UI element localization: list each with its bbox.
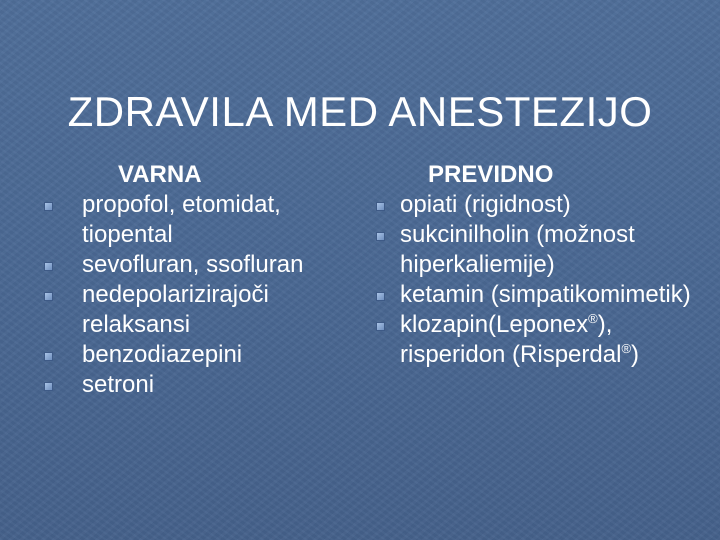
left-list bbox=[38, 190, 338, 400]
list-item bbox=[38, 280, 338, 340]
list-item bbox=[38, 190, 338, 250]
slide-title: ZDRAVILA MED ANESTEZIJO bbox=[67, 88, 653, 136]
square-bullet-icon bbox=[44, 382, 53, 391]
list-item-text: benzodiazepini bbox=[82, 341, 243, 368]
right-column-heading: PREVIDNO bbox=[428, 161, 554, 188]
list-item bbox=[370, 280, 710, 310]
left-column-heading: VARNA bbox=[118, 161, 202, 188]
registered-mark: ® bbox=[588, 311, 598, 326]
list-item-text: klozapin(Leponex®), risperidon (Risperdal®) bbox=[400, 311, 640, 368]
square-bullet-icon bbox=[376, 322, 385, 331]
square-bullet-icon bbox=[376, 292, 385, 301]
left-column bbox=[38, 160, 338, 400]
list-item bbox=[38, 340, 338, 370]
square-bullet-icon bbox=[44, 292, 53, 301]
list-item bbox=[370, 190, 710, 220]
square-bullet-icon bbox=[376, 202, 385, 211]
list-item-text: sevofluran, ssofluran bbox=[82, 251, 304, 278]
list-item-text: propofol, etomidat, tiopental bbox=[82, 191, 281, 248]
list-item-text: sukcinilholin (možnost hiperkaliemije) bbox=[400, 221, 635, 278]
right-list bbox=[370, 190, 710, 370]
list-item bbox=[370, 220, 710, 280]
square-bullet-icon bbox=[44, 352, 53, 361]
square-bullet-icon bbox=[44, 262, 53, 271]
list-item bbox=[370, 310, 710, 370]
list-item bbox=[38, 250, 338, 280]
list-item-text: ketamin (simpatikomimetik) bbox=[400, 281, 691, 308]
right-column bbox=[370, 160, 710, 370]
list-item-text: nedepolarizirajoči relaksansi bbox=[82, 281, 269, 338]
list-item bbox=[38, 370, 338, 400]
square-bullet-icon bbox=[376, 232, 385, 241]
registered-mark: ® bbox=[621, 341, 632, 356]
list-item-text: opiati (rigidnost) bbox=[400, 191, 571, 218]
square-bullet-icon bbox=[44, 202, 53, 211]
list-item-text: setroni bbox=[82, 371, 155, 398]
